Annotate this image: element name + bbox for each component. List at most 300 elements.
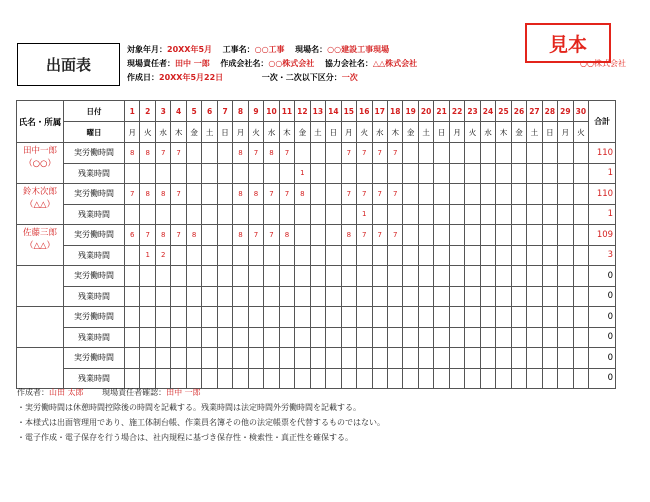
- overtime-cell: [186, 286, 201, 307]
- work-hours-cell: [186, 348, 201, 369]
- overtime-cell: [295, 245, 310, 266]
- work-hours-cell: [295, 266, 310, 287]
- work-hours-cell: 7: [125, 184, 140, 205]
- overtime-cell: [125, 368, 140, 389]
- partner-company-value: △△株式会社: [372, 59, 418, 68]
- overtime-label: 残業時間: [64, 327, 125, 348]
- overtime-cell: [480, 245, 495, 266]
- overtime-cell: [326, 204, 341, 225]
- overtime-cell: [186, 245, 201, 266]
- overtime-cell: [542, 163, 557, 184]
- overtime-cell: [233, 286, 248, 307]
- overtime-cell: [357, 163, 372, 184]
- site-manager-value: 田中 一郎: [175, 59, 210, 68]
- work-hours-cell: [233, 348, 248, 369]
- work-hours-cell: 8: [140, 143, 155, 164]
- overtime-cell: [202, 286, 217, 307]
- overtime-cell: [171, 327, 186, 348]
- overtime-cell: [140, 163, 155, 184]
- name-column-header: 氏名・所属: [17, 101, 64, 143]
- overtime-cell: [465, 286, 480, 307]
- overtime-total: 0: [589, 368, 616, 389]
- overtime-cell: [310, 245, 325, 266]
- work-hours-cell: [233, 266, 248, 287]
- overtime-cell: [233, 327, 248, 348]
- work-hours-cell: [264, 348, 279, 369]
- overtime-cell: [449, 368, 464, 389]
- overtime-cell: [326, 327, 341, 348]
- work-hours-cell: [418, 143, 433, 164]
- overtime-cell: [171, 286, 186, 307]
- work-hours-cell: [449, 184, 464, 205]
- weekday-cell: 水: [264, 122, 279, 143]
- work-hours-cell: 8: [341, 225, 356, 246]
- overtime-cell: [202, 368, 217, 389]
- work-hours-cell: [248, 307, 263, 328]
- work-hours-cell: [202, 143, 217, 164]
- weekday-cell: 火: [140, 122, 155, 143]
- overtime-cell: [248, 368, 263, 389]
- work-hours-cell: 7: [171, 225, 186, 246]
- overtime-cell: [372, 204, 387, 225]
- weekday-cell: 木: [496, 122, 511, 143]
- overtime-cell: [264, 327, 279, 348]
- work-hours-cell: [171, 348, 186, 369]
- work-hours-cell: 7: [357, 143, 372, 164]
- work-hours-total: 0: [589, 348, 616, 369]
- work-hours-cell: [372, 348, 387, 369]
- creator-company-label: 作成会社名：: [220, 59, 269, 68]
- worker-name-cell: [17, 307, 64, 348]
- work-hours-cell: [310, 348, 325, 369]
- worker-name-cell: [17, 143, 64, 184]
- overtime-cell: [326, 245, 341, 266]
- day-number-cell: 3: [155, 101, 170, 122]
- creator-company-value: ○○株式会社: [268, 59, 315, 68]
- work-hours-cell: [140, 307, 155, 328]
- work-hours-cell: [542, 348, 557, 369]
- work-hours-cell: 7: [171, 143, 186, 164]
- work-hours-cell: [480, 143, 495, 164]
- overtime-cell: [341, 163, 356, 184]
- weekday-cell: 木: [387, 122, 402, 143]
- weekday-cell: 水: [372, 122, 387, 143]
- overtime-cell: [171, 368, 186, 389]
- overtime-cell: [264, 163, 279, 184]
- overtime-cell: [418, 204, 433, 225]
- creator-value: 山田 太郎: [49, 388, 84, 397]
- work-hours-cell: [357, 266, 372, 287]
- overtime-cell: [573, 163, 588, 184]
- work-hours-cell: 7: [264, 225, 279, 246]
- overtime-cell: [140, 204, 155, 225]
- work-hours-cell: [125, 266, 140, 287]
- work-hours-cell: [125, 307, 140, 328]
- overtime-cell: [511, 286, 526, 307]
- work-hours-cell: [295, 143, 310, 164]
- work-hours-cell: [542, 225, 557, 246]
- overtime-cell: [449, 163, 464, 184]
- overtime-cell: [418, 245, 433, 266]
- overtime-cell: [233, 163, 248, 184]
- day-number-cell: 4: [171, 101, 186, 122]
- overtime-cell: [403, 204, 418, 225]
- overtime-cell: [496, 368, 511, 389]
- overtime-cell: [248, 286, 263, 307]
- work-hours-cell: 8: [155, 184, 170, 205]
- weekday-cell: 木: [171, 122, 186, 143]
- project-name-value: ○○工事: [254, 45, 285, 54]
- work-hours-cell: 8: [233, 184, 248, 205]
- work-hours-total: 110: [589, 184, 616, 205]
- weekday-cell: 火: [465, 122, 480, 143]
- weekday-cell: 火: [357, 122, 372, 143]
- overtime-cell: [434, 368, 449, 389]
- overtime-cell: [387, 327, 402, 348]
- work-hours-cell: [403, 184, 418, 205]
- work-hours-cell: [480, 348, 495, 369]
- weekday-cell: 土: [202, 122, 217, 143]
- work-hours-cell: [186, 184, 201, 205]
- overtime-total: 3: [589, 245, 616, 266]
- work-hours-cell: 8: [233, 225, 248, 246]
- work-hours-cell: 8: [279, 225, 294, 246]
- overtime-cell: [125, 163, 140, 184]
- overtime-cell: [573, 245, 588, 266]
- overtime-cell: [496, 204, 511, 225]
- work-hours-cell: [418, 184, 433, 205]
- work-hours-cell: 7: [372, 143, 387, 164]
- work-hours-cell: [542, 307, 557, 328]
- overtime-cell: [202, 204, 217, 225]
- confirm-value: 田中 一郎: [166, 388, 201, 397]
- work-hours-cell: 8: [264, 143, 279, 164]
- overtime-cell: [573, 286, 588, 307]
- overtime-cell: [186, 327, 201, 348]
- work-hours-cell: [217, 307, 232, 328]
- work-hours-cell: 8: [125, 143, 140, 164]
- work-hours-cell: [573, 348, 588, 369]
- overtime-label: 残業時間: [64, 368, 125, 389]
- work-hours-cell: [217, 184, 232, 205]
- overtime-cell: [434, 163, 449, 184]
- overtime-cell: [295, 368, 310, 389]
- work-hours-cell: [542, 143, 557, 164]
- overtime-cell: [558, 163, 573, 184]
- work-hours-cell: [326, 266, 341, 287]
- overtime-cell: [202, 327, 217, 348]
- work-hours-cell: [202, 307, 217, 328]
- work-hours-cell: [310, 266, 325, 287]
- worker-affiliation: （○○）: [24, 159, 56, 169]
- overtime-cell: [295, 204, 310, 225]
- work-hours-cell: [326, 348, 341, 369]
- day-number-cell: 16: [357, 101, 372, 122]
- overtime-cell: 1: [140, 245, 155, 266]
- footer-signatures: [17, 387, 201, 399]
- work-hours-cell: [387, 307, 402, 328]
- overtime-cell: [295, 327, 310, 348]
- day-number-cell: 29: [558, 101, 573, 122]
- overtime-cell: [480, 204, 495, 225]
- work-hours-cell: [248, 348, 263, 369]
- work-hours-cell: [202, 266, 217, 287]
- work-hours-cell: [264, 266, 279, 287]
- overtime-cell: [279, 286, 294, 307]
- overtime-cell: [140, 286, 155, 307]
- overtime-cell: [217, 368, 232, 389]
- overtime-cell: [248, 327, 263, 348]
- overtime-cell: [140, 368, 155, 389]
- overtime-cell: [357, 327, 372, 348]
- overtime-cell: [418, 163, 433, 184]
- work-hours-cell: [357, 348, 372, 369]
- work-hours-cell: [527, 348, 542, 369]
- overtime-cell: [310, 204, 325, 225]
- work-hours-cell: [558, 307, 573, 328]
- work-hours-cell: [434, 184, 449, 205]
- work-hours-cell: [480, 184, 495, 205]
- overtime-cell: [527, 286, 542, 307]
- work-hours-cell: [558, 348, 573, 369]
- overtime-cell: [279, 368, 294, 389]
- overtime-cell: [357, 286, 372, 307]
- note-1: ・実労働時間は休憩時間控除後の時間を記載する。残業時間は法定時間外労働時間を記載する。: [17, 403, 361, 412]
- weekday-cell: 月: [125, 122, 140, 143]
- overtime-cell: [403, 368, 418, 389]
- overtime-cell: [372, 245, 387, 266]
- work-hours-cell: 8: [295, 184, 310, 205]
- overtime-cell: [480, 368, 495, 389]
- overtime-cell: [434, 286, 449, 307]
- day-number-cell: 8: [233, 101, 248, 122]
- work-hours-cell: [465, 225, 480, 246]
- overtime-cell: [279, 327, 294, 348]
- work-hours-cell: [155, 307, 170, 328]
- overtime-cell: [125, 245, 140, 266]
- day-number-cell: 22: [449, 101, 464, 122]
- work-hours-cell: [449, 143, 464, 164]
- site-manager-label: 現場責任者：: [127, 59, 175, 68]
- work-hours-cell: [496, 184, 511, 205]
- work-hours-cell: [387, 266, 402, 287]
- work-hours-cell: [511, 266, 526, 287]
- overtime-cell: [217, 204, 232, 225]
- work-hours-total: 110: [589, 143, 616, 164]
- day-number-cell: 30: [573, 101, 588, 122]
- day-number-cell: 24: [480, 101, 495, 122]
- overtime-cell: [125, 286, 140, 307]
- overtime-cell: [155, 286, 170, 307]
- overtime-cell: [511, 327, 526, 348]
- overtime-cell: [279, 204, 294, 225]
- work-hours-cell: [527, 225, 542, 246]
- overtime-cell: [527, 245, 542, 266]
- work-hours-cell: 7: [248, 225, 263, 246]
- weekday-cell: 日: [434, 122, 449, 143]
- overtime-cell: [310, 327, 325, 348]
- overtime-cell: [186, 163, 201, 184]
- tier-value: 一次: [341, 73, 358, 82]
- work-hours-cell: [295, 348, 310, 369]
- overtime-cell: [465, 204, 480, 225]
- work-hours-cell: 8: [140, 184, 155, 205]
- overtime-cell: [357, 368, 372, 389]
- overtime-cell: [449, 245, 464, 266]
- overtime-cell: [434, 204, 449, 225]
- day-number-cell: 12: [295, 101, 310, 122]
- work-hours-cell: [511, 307, 526, 328]
- overtime-cell: [217, 245, 232, 266]
- work-hours-cell: [202, 348, 217, 369]
- work-hours-cell: [326, 143, 341, 164]
- overtime-cell: [341, 286, 356, 307]
- overtime-total: 0: [589, 327, 616, 348]
- day-number-cell: 26: [511, 101, 526, 122]
- weekday-cell: 日: [542, 122, 557, 143]
- overtime-cell: [511, 204, 526, 225]
- overtime-total: 1: [589, 163, 616, 184]
- work-hours-cell: 7: [357, 225, 372, 246]
- overtime-cell: [527, 368, 542, 389]
- work-hours-cell: [186, 266, 201, 287]
- weekday-row-label: 曜日: [64, 122, 125, 143]
- overtime-cell: [372, 368, 387, 389]
- overtime-cell: [511, 163, 526, 184]
- note-3: ・電子作成・電子保存を行う場合は、社内規程に基づき保存性・検索性・真正性を確保する。: [17, 433, 353, 442]
- weekday-cell: 月: [233, 122, 248, 143]
- day-number-cell: 25: [496, 101, 511, 122]
- overtime-cell: [310, 286, 325, 307]
- work-hours-cell: [155, 266, 170, 287]
- overtime-cell: [480, 327, 495, 348]
- day-number-cell: 23: [465, 101, 480, 122]
- work-hours-cell: [403, 266, 418, 287]
- overtime-cell: [233, 368, 248, 389]
- work-hours-cell: 7: [372, 225, 387, 246]
- overtime-cell: [542, 286, 557, 307]
- overtime-cell: [341, 204, 356, 225]
- day-number-cell: 9: [248, 101, 263, 122]
- work-hours-cell: 7: [248, 143, 263, 164]
- overtime-cell: 1: [295, 163, 310, 184]
- worker-name: 鈴木次郎: [22, 187, 57, 197]
- work-hours-cell: [434, 225, 449, 246]
- day-number-cell: 15: [341, 101, 356, 122]
- day-number-cell: 27: [527, 101, 542, 122]
- work-hours-cell: 7: [387, 225, 402, 246]
- overtime-cell: [496, 163, 511, 184]
- work-hours-cell: [527, 266, 542, 287]
- worker-name-cell: [17, 348, 64, 389]
- overtime-label: 残業時間: [64, 204, 125, 225]
- overtime-cell: 1: [357, 204, 372, 225]
- work-hours-cell: [279, 266, 294, 287]
- worker-name: 田中一郎: [22, 146, 57, 156]
- overtime-cell: [264, 368, 279, 389]
- work-hours-cell: [573, 266, 588, 287]
- work-hours-cell: [171, 307, 186, 328]
- worker-name-cell: [17, 184, 64, 225]
- created-date-value: 20XX年5月22日: [159, 73, 224, 82]
- work-hours-cell: [202, 184, 217, 205]
- work-hours-cell: [403, 225, 418, 246]
- overtime-cell: [449, 204, 464, 225]
- overtime-cell: 2: [155, 245, 170, 266]
- work-hours-label: 実労働時間: [64, 143, 125, 164]
- work-hours-cell: [496, 348, 511, 369]
- document-title: 出面表: [17, 43, 120, 86]
- overtime-cell: [248, 245, 263, 266]
- overtime-total: 0: [589, 286, 616, 307]
- work-hours-cell: [558, 266, 573, 287]
- work-hours-cell: [480, 266, 495, 287]
- day-number-cell: 19: [403, 101, 418, 122]
- work-hours-cell: [558, 143, 573, 164]
- work-hours-cell: [418, 225, 433, 246]
- work-hours-label: 実労働時間: [64, 307, 125, 328]
- work-hours-cell: [295, 307, 310, 328]
- work-hours-cell: [279, 307, 294, 328]
- day-number-cell: 28: [542, 101, 557, 122]
- overtime-cell: [542, 327, 557, 348]
- project-name-label: 工事名：: [222, 45, 255, 54]
- work-hours-cell: [449, 307, 464, 328]
- weekday-cell: 金: [186, 122, 201, 143]
- weekday-cell: 土: [418, 122, 433, 143]
- overtime-cell: [125, 204, 140, 225]
- overtime-cell: [233, 204, 248, 225]
- date-row-label: 日付: [64, 101, 125, 122]
- work-hours-cell: [186, 143, 201, 164]
- overtime-cell: [418, 327, 433, 348]
- overtime-cell: [326, 368, 341, 389]
- worker-affiliation: （△△）: [24, 200, 56, 210]
- work-hours-cell: [310, 225, 325, 246]
- overtime-cell: [279, 163, 294, 184]
- work-hours-cell: [217, 266, 232, 287]
- work-hours-cell: 8: [233, 143, 248, 164]
- work-hours-cell: [326, 307, 341, 328]
- work-hours-cell: [217, 348, 232, 369]
- overtime-cell: [418, 368, 433, 389]
- work-hours-cell: [140, 266, 155, 287]
- work-hours-cell: [434, 348, 449, 369]
- work-hours-cell: [573, 143, 588, 164]
- day-number-cell: 10: [264, 101, 279, 122]
- overtime-cell: [449, 286, 464, 307]
- weekday-cell: 木: [279, 122, 294, 143]
- work-hours-cell: [403, 143, 418, 164]
- work-hours-cell: [496, 307, 511, 328]
- weekday-cell: 火: [248, 122, 263, 143]
- day-number-cell: 11: [279, 101, 294, 122]
- work-hours-cell: [186, 307, 201, 328]
- work-hours-cell: [511, 143, 526, 164]
- creator-label: 作成者：: [17, 388, 49, 397]
- work-hours-cell: 7: [341, 143, 356, 164]
- overtime-cell: [387, 286, 402, 307]
- overtime-cell: [403, 245, 418, 266]
- confirm-label: 現場責任者確認：: [102, 388, 167, 397]
- work-hours-cell: [527, 143, 542, 164]
- overtime-cell: [558, 327, 573, 348]
- work-hours-cell: 6: [125, 225, 140, 246]
- day-number-cell: 13: [310, 101, 325, 122]
- day-number-cell: 14: [326, 101, 341, 122]
- overtime-cell: [496, 327, 511, 348]
- overtime-cell: [573, 327, 588, 348]
